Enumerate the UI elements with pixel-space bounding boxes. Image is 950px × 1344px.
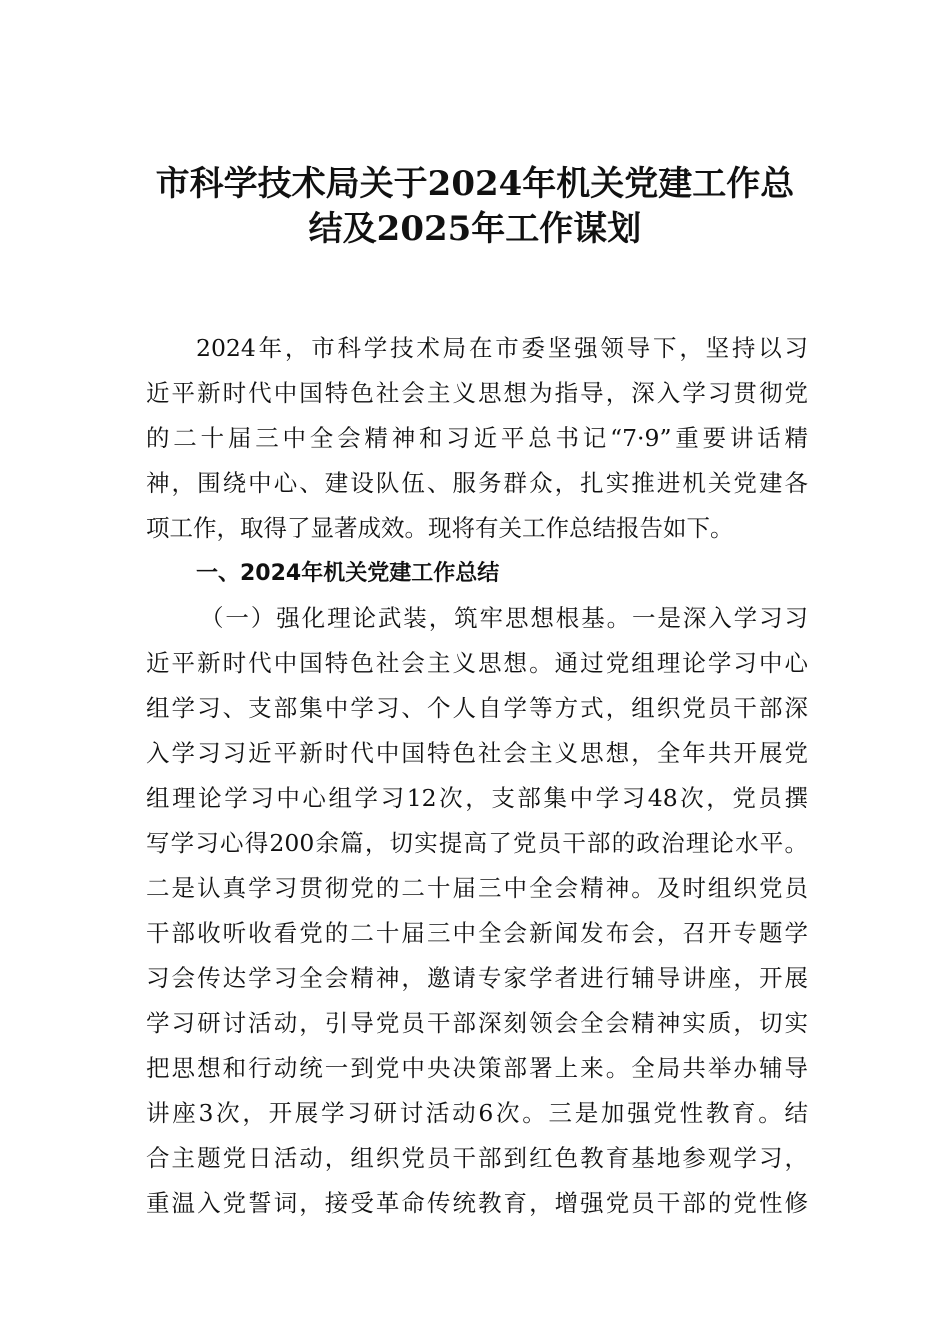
body-line: 学习研讨活动，引导党员干部深刻领会全会精神实质，切实 [146,1009,808,1037]
body-line: 把思想和行动统一到党中央决策部署上来。全局共举办辅导 [146,1054,808,1082]
body-line: 二是认真学习贯彻党的二十届三中全会精神。及时组织党员 [146,874,808,902]
intro-line: 的二十届三中全会精神和习近平总书记“7·9”重要讲话精 [146,424,808,452]
body-line: 讲座3次，开展学习研讨活动6次。三是加强党性教育。结 [146,1099,808,1127]
body-line: 入学习习近平新时代中国特色社会主义思想，全年共开展党 [146,739,808,767]
section-heading: 一、2024年机关党建工作总结 [196,561,500,586]
body-line: 组理论学习中心组学习12次，支部集中学习48次，党员撰 [146,784,808,812]
document-title-line-1: 市科学技术局关于2024年机关党建工作总 [155,164,795,204]
body-line: 重温入党誓词，接受革命传统教育，增强党员干部的党性修 [146,1189,808,1217]
intro-line: 近平新时代中国特色社会主义思想为指导，深入学习贯彻党 [146,379,808,407]
body-line: 合主题党日活动，组织党员干部到红色教育基地参观学习， [146,1144,808,1172]
body-line: 组学习、支部集中学习、个人自学等方式，组织党员干部深 [146,694,808,722]
body-line: 习会传达学习全会精神，邀请专家学者进行辅导讲座，开展 [146,964,808,992]
body-line: 干部收听收看党的二十届三中全会新闻发布会，召开专题学 [146,919,808,947]
body-line: （一）强化理论武装，筑牢思想根基。一是深入学习习 [200,604,808,632]
body-line: 近平新时代中国特色社会主义思想。通过党组理论学习中心 [146,649,808,677]
intro-line: 2024年，市科学技术局在市委坚强领导下，坚持以习 [196,334,808,362]
document-title-line-2: 结及2025年工作谋划 [308,209,642,249]
intro-line: 神，围绕中心、建设队伍、服务群众，扎实推进机关党建各 [146,469,808,497]
intro-line: 项工作，取得了显著成效。现将有关工作总结报告如下。 [146,514,734,542]
body-line: 写学习心得200余篇，切实提高了党员干部的政治理论水平。 [146,829,808,857]
